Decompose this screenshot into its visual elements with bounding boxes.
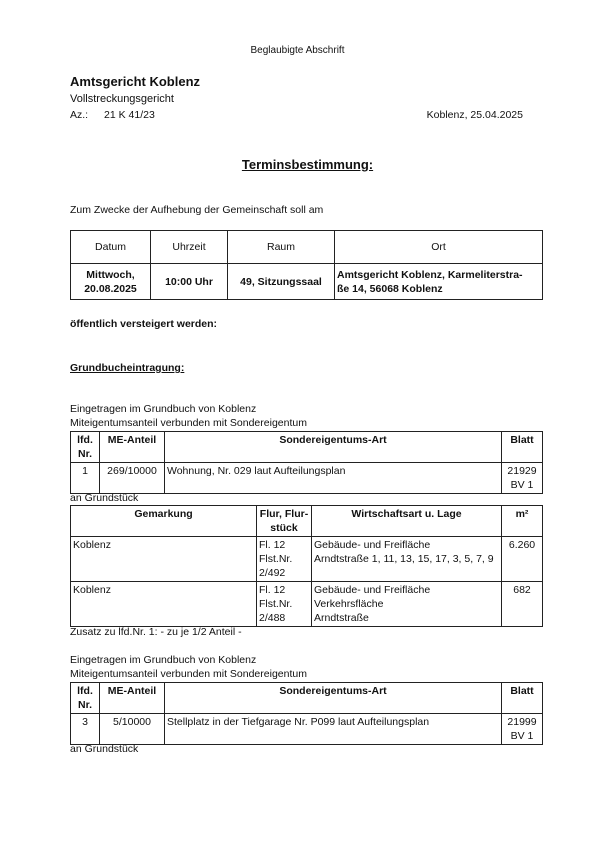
col-lfd: lfd. bbox=[77, 434, 93, 446]
flurstueck-table bbox=[70, 505, 543, 627]
termin-header-uhrzeit: Uhrzeit bbox=[151, 231, 228, 264]
row1-flur-line3: 2/492 bbox=[259, 567, 286, 579]
row1-flur-line2: Flst.Nr. bbox=[259, 553, 293, 565]
block2-miteigentum: Miteigentumsanteil verbunden mit Sondereigentum bbox=[70, 668, 307, 680]
col-flur-line2: stück bbox=[270, 522, 298, 534]
row-anteil: 269/10000 bbox=[100, 463, 165, 494]
row2-wirtschaft bbox=[312, 582, 502, 627]
az-value: 21 K 41/23 bbox=[104, 109, 155, 121]
block1-miteigentum: Miteigentumsanteil verbunden mit Sondereigentum bbox=[70, 417, 307, 429]
sondereigentum-table-1 bbox=[70, 431, 543, 494]
row-art: Wohnung, Nr. 029 laut Aufteilungsplan bbox=[165, 463, 502, 494]
table-row bbox=[71, 582, 543, 627]
block2-eingetragen: Eingetragen im Grundbuch von Koblenz bbox=[70, 654, 257, 666]
termin-uhrzeit: 10:00 Uhr bbox=[151, 264, 228, 300]
row1-flur-line1: Fl. 12 bbox=[259, 539, 286, 551]
row-nr: 3 bbox=[71, 714, 100, 745]
row2-flur bbox=[257, 582, 312, 627]
col-blatt: Blatt bbox=[502, 683, 543, 714]
page-title: Terminsbestimmung: bbox=[241, 157, 374, 172]
row1-wirtschaft bbox=[312, 537, 502, 582]
termin-header-ort: Ort bbox=[335, 231, 543, 264]
row2-wirtschaft-line1: Gebäude- und Freifläche bbox=[314, 584, 431, 596]
block1-eingetragen: Eingetragen im Grundbuch von Koblenz bbox=[70, 403, 257, 415]
termin-raum: 49, Sitzungssaal bbox=[228, 264, 335, 300]
block2-an-grundstueck: an Grundstück bbox=[70, 743, 139, 755]
row1-wirtschaft-line2: Arndtstraße 1, 11, 13, 15, 17, 3, 5, 7, 9 bbox=[314, 553, 494, 565]
termin-datum-line1: Mittwoch, bbox=[86, 268, 135, 281]
row2-wirtschaft-line2: Verkehrsfläche bbox=[314, 598, 384, 610]
az-label: Az.: bbox=[70, 109, 89, 121]
col-flur bbox=[257, 506, 312, 537]
termin-datum bbox=[71, 264, 151, 300]
termin-ort bbox=[335, 264, 543, 300]
col-sondereigentums-art: Sondereigentums-Art bbox=[165, 432, 502, 463]
termin-header-raum: Raum bbox=[228, 231, 335, 264]
row-blatt bbox=[502, 714, 543, 745]
row-anteil: 5/10000 bbox=[100, 714, 165, 745]
col-lfd: lfd. bbox=[77, 685, 93, 697]
grundbuch-heading: Grundbucheintragung: bbox=[70, 362, 185, 374]
row-blatt-number: 21929 bbox=[507, 465, 537, 477]
court-name: Amtsgericht Koblenz bbox=[70, 74, 201, 89]
row2-gemarkung: Koblenz bbox=[71, 582, 257, 627]
place-date: Koblenz, 25.04.2025 bbox=[426, 109, 523, 121]
termin-ort-line1: Amtsgericht Koblenz, Karmeliterstra- bbox=[337, 268, 523, 281]
row-blatt bbox=[502, 463, 543, 494]
termin-table bbox=[70, 230, 543, 300]
intro-text: Zum Zwecke der Aufhebung der Gemeinschaft soll am bbox=[70, 204, 324, 216]
row1-flur bbox=[257, 537, 312, 582]
col-nr: Nr. bbox=[77, 699, 92, 711]
row2-wirtschaft-line3: Arndtstraße bbox=[314, 612, 369, 624]
row2-flur-line3: 2/488 bbox=[259, 612, 286, 624]
row2-qm: 682 bbox=[502, 582, 543, 627]
row-blatt-number: 21999 bbox=[507, 716, 537, 728]
col-gemarkung: Gemarkung bbox=[71, 506, 257, 537]
col-blatt: Blatt bbox=[502, 432, 543, 463]
termin-header-datum: Datum bbox=[71, 231, 151, 264]
col-flur-line1: Flur, Flur- bbox=[259, 508, 309, 520]
col-lfd-nr bbox=[71, 432, 100, 463]
row-blatt-bv: BV 1 bbox=[510, 479, 534, 491]
termin-datum-line2: 20.08.2025 bbox=[84, 282, 137, 295]
header-note: Beglaubigte Abschrift bbox=[250, 45, 345, 56]
table-row bbox=[71, 714, 543, 745]
row-nr: 1 bbox=[71, 463, 100, 494]
col-me-anteil: ME-Anteil bbox=[100, 432, 165, 463]
row1-wirtschaft-line1: Gebäude- und Freifläche bbox=[314, 539, 431, 551]
block1-an-grundstueck: an Grundstück bbox=[70, 492, 139, 504]
row2-flur-line2: Flst.Nr. bbox=[259, 598, 293, 610]
row1-qm: 6.260 bbox=[502, 537, 543, 582]
col-me-anteil: ME-Anteil bbox=[100, 683, 165, 714]
col-nr: Nr. bbox=[77, 448, 92, 460]
versteigert-text: öffentlich versteigert werden: bbox=[70, 318, 218, 330]
row1-gemarkung: Koblenz bbox=[71, 537, 257, 582]
court-department: Vollstreckungsgericht bbox=[70, 93, 174, 105]
row-blatt-bv: BV 1 bbox=[510, 730, 534, 742]
col-qm: m² bbox=[502, 506, 543, 537]
row-art: Stellplatz in der Tiefgarage Nr. P099 laut Aufteilungsplan bbox=[165, 714, 502, 745]
col-wirtschaftsart: Wirtschaftsart u. Lage bbox=[312, 506, 502, 537]
col-sondereigentums-art: Sondereigentums-Art bbox=[165, 683, 502, 714]
table-row bbox=[71, 537, 543, 582]
zusatz-text: Zusatz zu lfd.Nr. 1: - zu je 1/2 Anteil - bbox=[70, 626, 242, 638]
row2-flur-line1: Fl. 12 bbox=[259, 584, 286, 596]
termin-ort-line2: ße 14, 56068 Koblenz bbox=[337, 282, 443, 295]
sondereigentum-table-2 bbox=[70, 682, 543, 745]
table-row bbox=[71, 463, 543, 494]
col-lfd-nr bbox=[71, 683, 100, 714]
